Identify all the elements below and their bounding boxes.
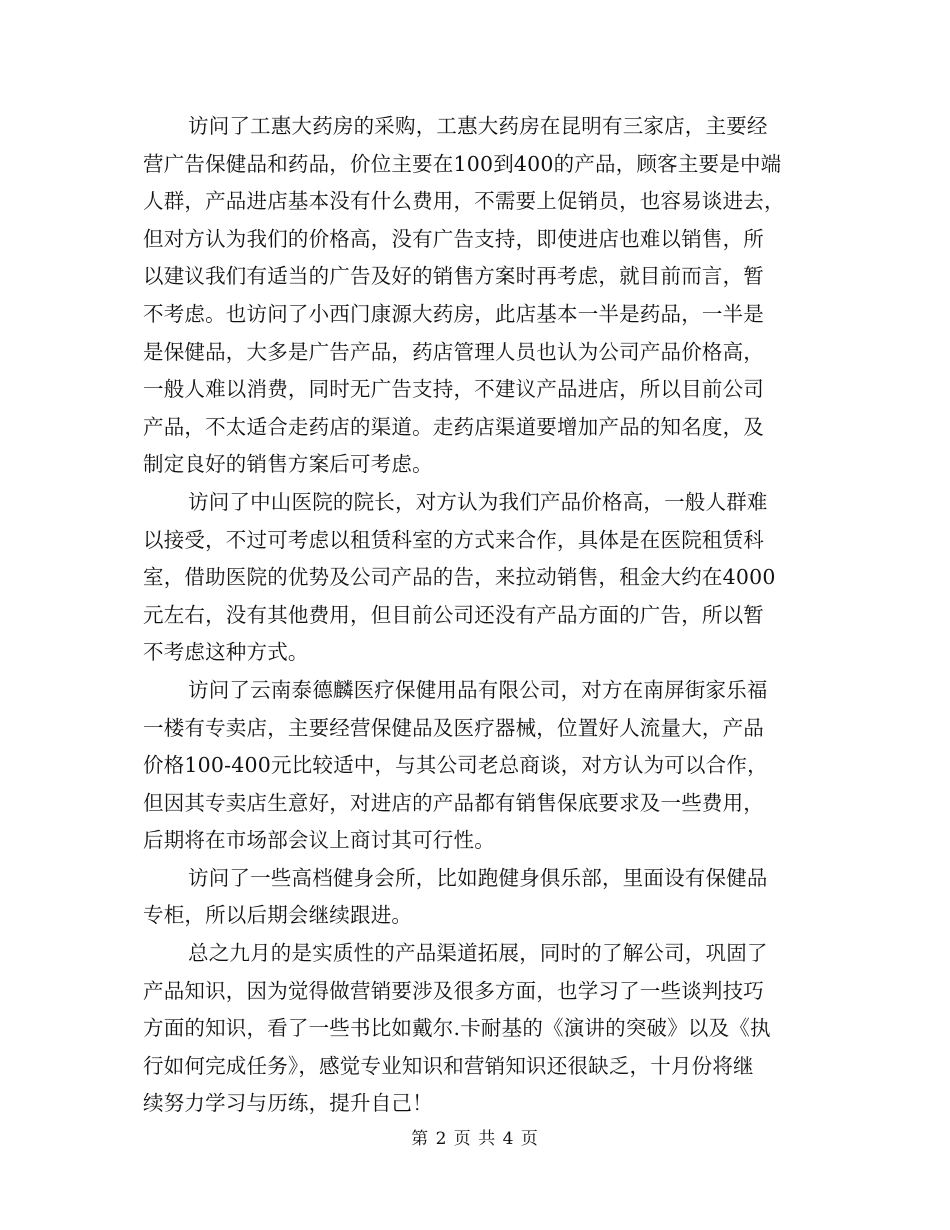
paragraph-line: 人群，产品进店基本没有什么费用，不需要上促销员，也容易谈进去，	[143, 189, 785, 214]
document-body	[143, 108, 811, 1123]
paragraph-line: 以建议我们有适当的广告及好的销售方案时再考虑，就目前而言，暂	[143, 264, 764, 289]
paragraph-line: 产品知识，因为觉得做营销要涉及很多方面，也学习了一些谈判技巧	[143, 978, 764, 1003]
paragraph-line: 但对方认为我们的价格高，没有广告支持，即使进店也难以销售，所	[143, 226, 764, 251]
paragraph-line: 一般人难以消费，同时无广告支持，不建议产品进店，所以目前公司	[143, 377, 764, 402]
paragraph-line: 营广告保健品和药品，价位主要在100到400的产品，顾客主要是中端	[143, 151, 782, 176]
paragraph-line: 访问了一些高档健身会所，比如跑健身俱乐部，里面设有保健品	[188, 865, 768, 890]
paragraph-line: 元左右，没有其他费用，但目前公司还没有产品方面的广告，所以暂	[143, 602, 764, 627]
paragraph-line: 价格100-400元比较适中，与其公司老总商谈，对方认为可以合作，	[143, 753, 768, 778]
paragraph-line: 访问了云南泰德麟医疗保健用品有限公司，对方在南屏街家乐福	[188, 677, 768, 702]
paragraph-line: 续努力学习与历练，提升自己！	[143, 1091, 433, 1116]
paragraph-line: 但因其专卖店生意好，对进店的产品都有销售保底要求及一些费用，	[143, 790, 764, 815]
paragraph-line: 专柜，所以后期会继续跟进。	[143, 903, 413, 928]
paragraph-line: 总之九月的是实质性的产品渠道拓展，同时的了解公司，巩固了	[188, 941, 768, 966]
paragraph-line: 是保健品，大多是广告产品，药店管理人员也认为公司产品价格高，	[143, 339, 764, 364]
paragraph-line: 一楼有专卖店，主要经营保健品及医疗器械，位置好人流量大，产品	[143, 715, 764, 740]
paragraph-line: 制定良好的销售方案后可考虑。	[143, 452, 433, 477]
paragraph-line: 以接受，不过可考虑以租赁科室的方式来合作，具体是在医院租赁科	[143, 527, 764, 552]
paragraph-line: 室，借助医院的优势及公司产品的告，来拉动销售，租金大约在4000	[143, 565, 776, 590]
paragraph-line: 访问了中山医院的院长，对方认为我们产品价格高，一般人群难	[188, 489, 768, 514]
paragraph-line: 访问了工惠大药房的采购，工惠大药房在昆明有三家店，主要经	[188, 114, 768, 138]
paragraph-line: 方面的知识，看了一些书比如戴尔.卡耐基的《演讲的突破》以及《执	[143, 1016, 771, 1041]
page-number-footer: 第 2 页 共 4 页	[411, 1129, 539, 1149]
paragraph-line: 不考虑这种方式。	[143, 640, 309, 665]
paragraph-line: 后期将在市场部会议上商讨其可行性。	[143, 828, 495, 853]
paragraph-line: 不考虑。也访问了小西门康源大药房，此店基本一半是药品，一半是	[143, 301, 764, 326]
paragraph-line: 产品，不太适合走药店的渠道。走药店渠道要增加产品的知名度，及	[143, 414, 764, 439]
paragraph-line: 行如何完成任务》，感觉专业知识和营销知识还很缺乏，十月份将继	[143, 1053, 754, 1078]
